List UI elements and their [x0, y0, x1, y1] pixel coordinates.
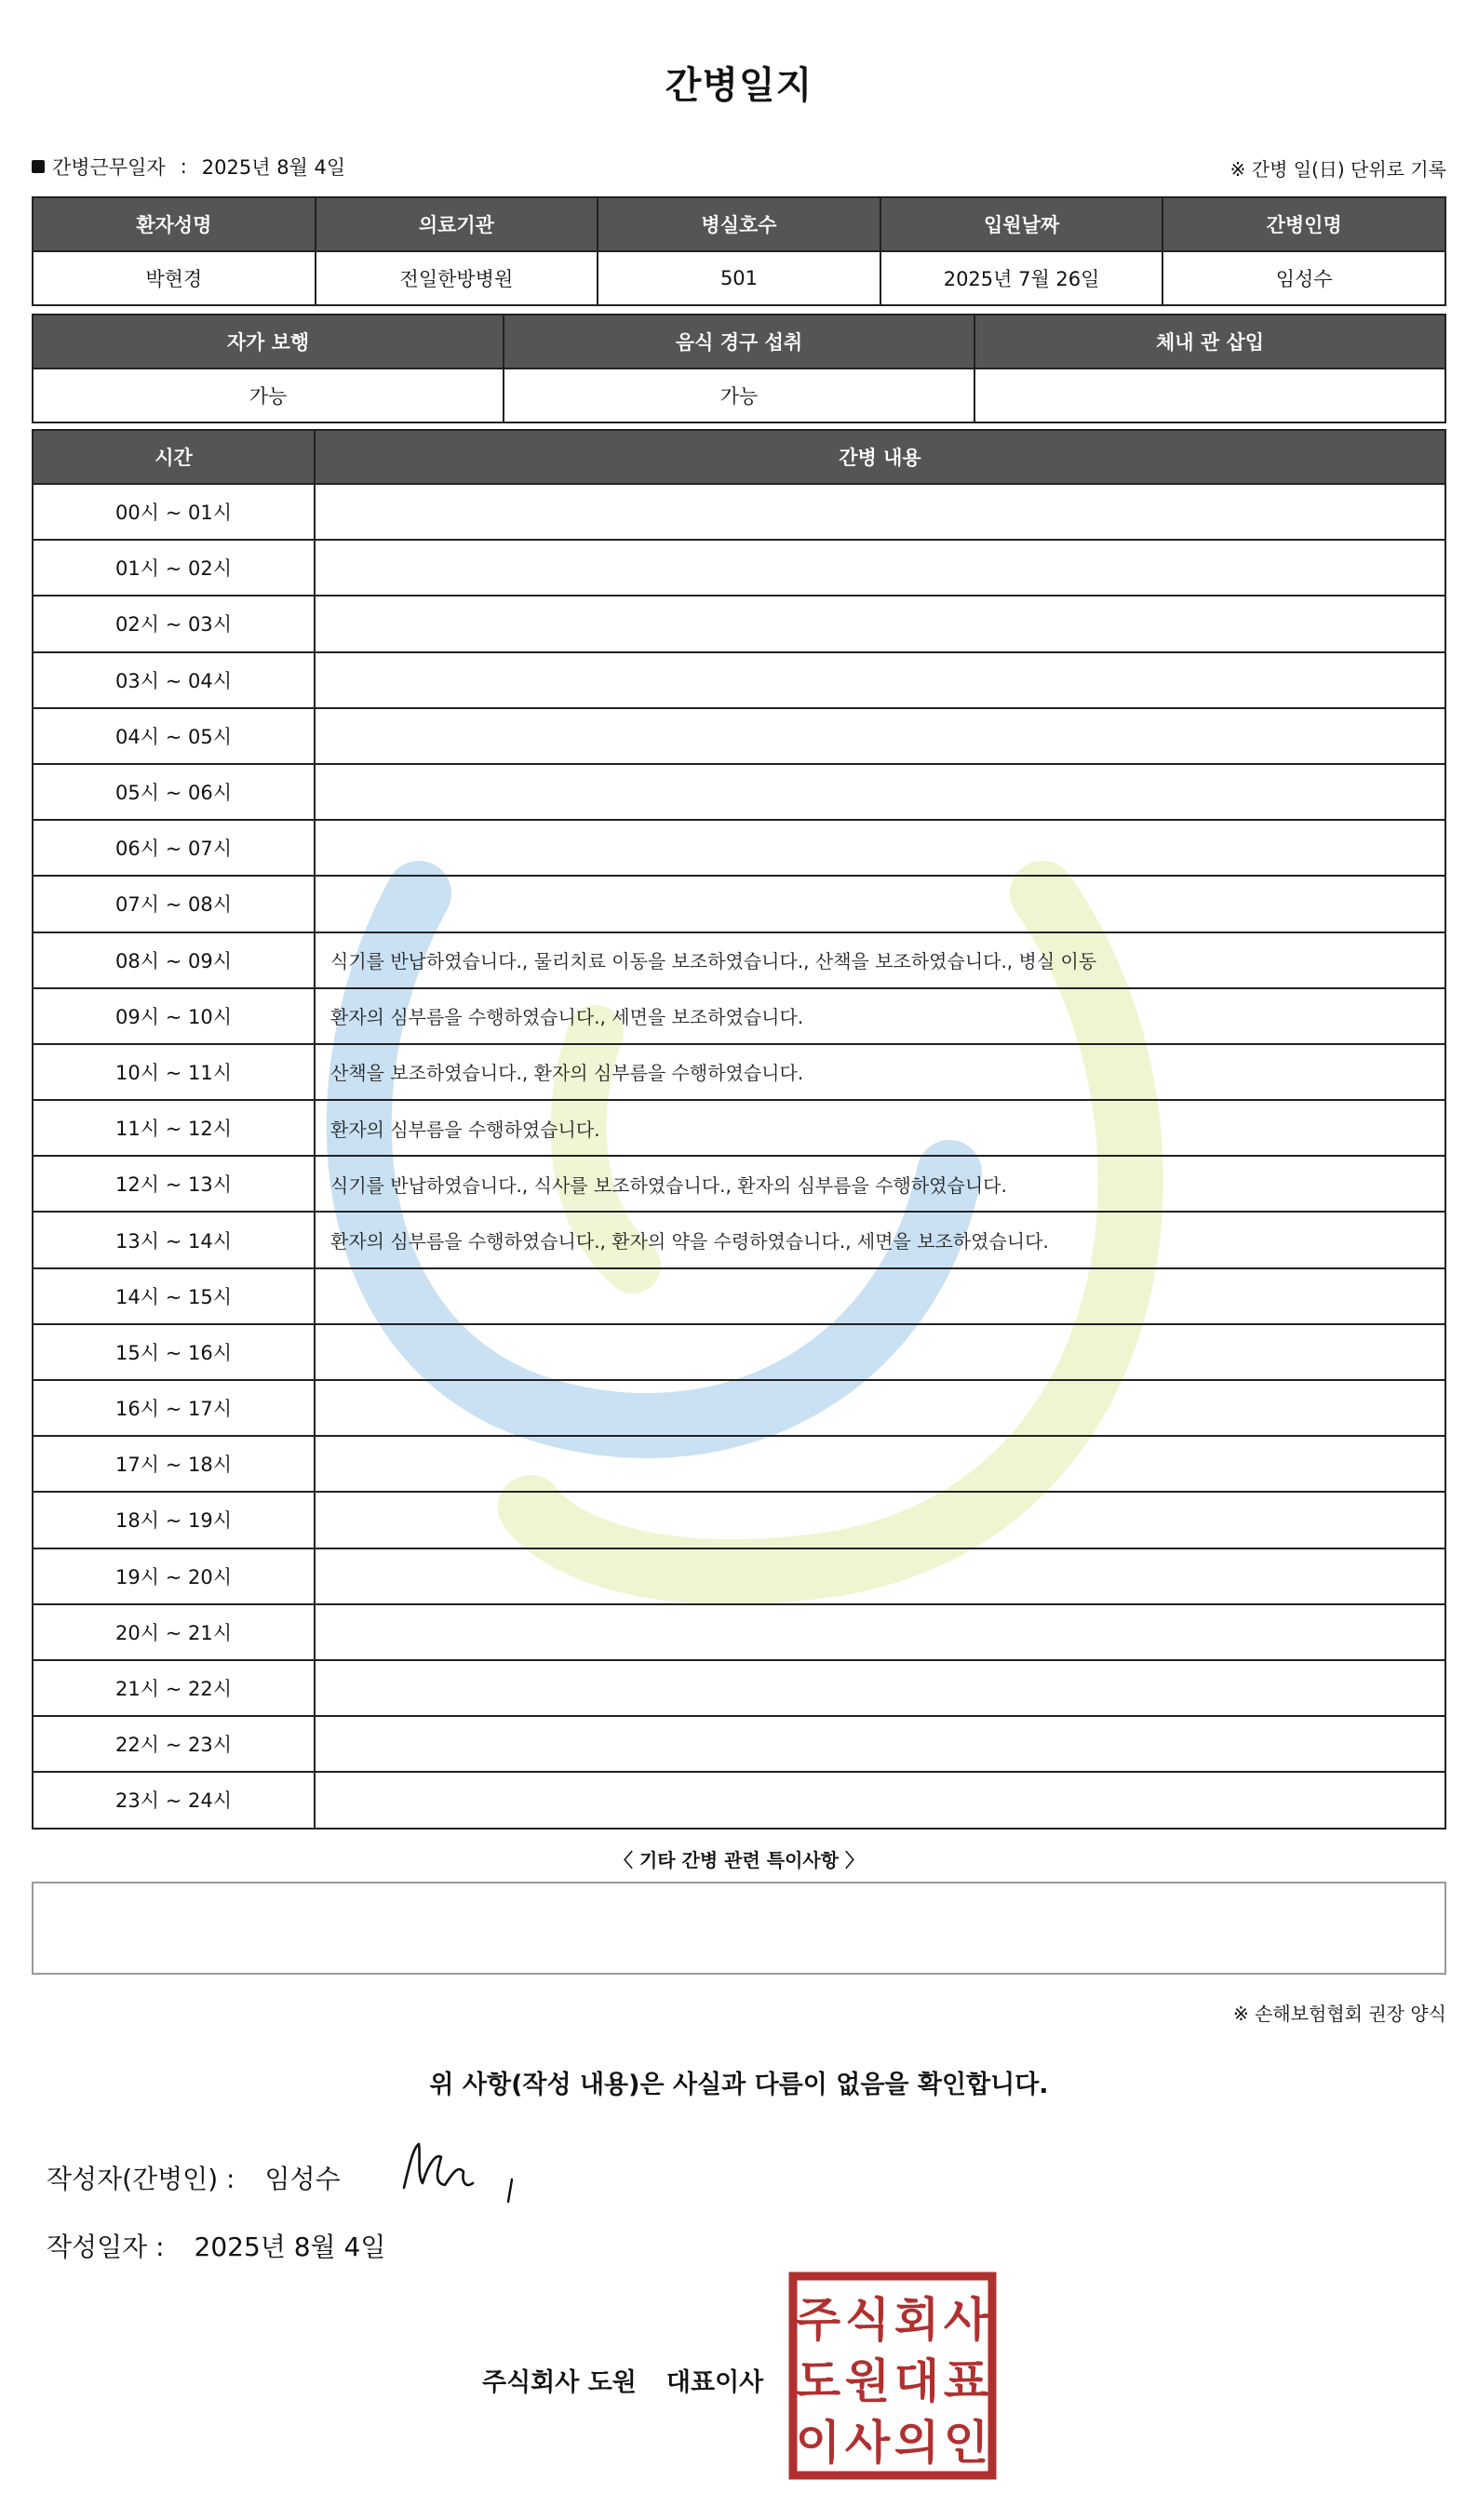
table-row [33, 1212, 1445, 1267]
writer-line [47, 2159, 341, 2196]
caregiver-name: 임성수 [1162, 251, 1445, 305]
seal-character: 원 [844, 2354, 891, 2408]
table-row [33, 1716, 1445, 1772]
seal-character: 표 [943, 2354, 989, 2408]
table-row [33, 876, 1445, 932]
table-row [33, 1380, 1445, 1436]
header-patient-name: 환자성명 [33, 197, 316, 251]
care-content [315, 1492, 1445, 1548]
care-content [315, 1380, 1445, 1436]
write-date-value: 2025년 8월 4일 [194, 2232, 386, 2262]
header-caregiver: 간병인명 [1162, 197, 1445, 251]
table-header-row [33, 430, 1445, 484]
time-slot: 15시 ~ 16시 [33, 1324, 315, 1380]
table-row [33, 1772, 1445, 1828]
write-date-label: 작성일자 : [47, 2232, 165, 2262]
seal-character: 의 [894, 2416, 940, 2470]
seal-character: 도 [795, 2354, 841, 2408]
header-walking: 자가 보행 [33, 315, 504, 369]
header-tube-insertion: 체내 관 삽입 [974, 315, 1445, 369]
seal-character: 이 [795, 2416, 841, 2470]
header-hospital: 의료기관 [316, 197, 598, 251]
table-row [33, 1660, 1445, 1716]
walking-value: 가능 [33, 369, 504, 422]
time-slot: 01시 ~ 02시 [33, 540, 315, 596]
care-content [315, 876, 1445, 932]
table-row [33, 1492, 1445, 1548]
table-row [33, 1324, 1445, 1380]
table-row [33, 1268, 1445, 1324]
care-content: 환자의 심부름을 수행하였습니다. [315, 1100, 1445, 1156]
time-slot: 22시 ~ 23시 [33, 1716, 315, 1772]
care-content [315, 1772, 1445, 1828]
time-slot: 17시 ~ 18시 [33, 1436, 315, 1492]
table-row [33, 932, 1445, 988]
seal-character: 식 [844, 2293, 891, 2347]
table-row [33, 1044, 1445, 1100]
time-slot: 20시 ~ 21시 [33, 1604, 315, 1660]
care-content [315, 708, 1445, 764]
care-content [315, 1604, 1445, 1660]
seal-character: 사 [844, 2416, 891, 2470]
care-content [315, 1268, 1445, 1324]
seal-character: 인 [943, 2416, 989, 2470]
work-date-label: 간병근무일자 [52, 156, 166, 179]
time-slot: 23시 ~ 24시 [33, 1772, 315, 1828]
header-admission-date: 입원날짜 [880, 197, 1163, 251]
seal-character: 주 [795, 2293, 841, 2347]
time-slot: 07시 ~ 08시 [33, 876, 315, 932]
patient-status-table [32, 314, 1446, 423]
seal-character: 사 [943, 2293, 989, 2347]
time-slot: 13시 ~ 14시 [33, 1212, 315, 1267]
table-row [33, 1604, 1445, 1660]
care-content [315, 1324, 1445, 1380]
work-date [32, 153, 345, 181]
time-slot: 18시 ~ 19시 [33, 1492, 315, 1548]
writer-name: 임성수 [264, 2164, 341, 2194]
time-slot: 04시 ~ 05시 [33, 708, 315, 764]
form-source-note: ※ 손해보험협회 권장 양식 [1232, 2003, 1446, 2025]
care-content [315, 484, 1445, 540]
work-date-value: 2025년 8월 4일 [201, 156, 346, 179]
company-seal-stamp [787, 2271, 998, 2481]
table-header-row [33, 197, 1445, 251]
header-time: 시간 [33, 430, 315, 484]
company-name: 주식회사 도원 [482, 2368, 637, 2397]
care-content: 식기를 반납하였습니다., 물리치료 이동을 보조하였습니다., 산책을 보조하였습니다., 병실 이동 [315, 932, 1445, 988]
time-slot: 11시 ~ 12시 [33, 1100, 315, 1156]
care-content: 환자의 심부름을 수행하였습니다., 환자의 약을 수령하였습니다., 세면을 보조하였습니다. [315, 1212, 1445, 1267]
document-title: 간병일지 [665, 64, 813, 107]
table-row [33, 708, 1445, 764]
tube-insertion-value [974, 369, 1445, 422]
care-content [315, 1436, 1445, 1492]
header-care-content: 간병 내용 [315, 430, 1445, 484]
table-row [33, 369, 1445, 422]
admission-date: 2025년 7월 26일 [880, 251, 1163, 305]
write-date-line [47, 2227, 385, 2264]
room-number: 501 [598, 251, 880, 305]
time-slot: 08시 ~ 09시 [33, 932, 315, 988]
ceo-label: 대표이사 [665, 2368, 764, 2397]
table-row [33, 764, 1445, 820]
time-slot: 02시 ~ 03시 [33, 596, 315, 651]
time-slot: 06시 ~ 07시 [33, 820, 315, 876]
care-content: 식기를 반납하였습니다., 식사를 보조하였습니다., 환자의 심부름을 수행하였습니다. [315, 1156, 1445, 1212]
time-slot: 00시 ~ 01시 [33, 484, 315, 540]
care-content [315, 652, 1445, 708]
time-slot: 05시 ~ 06시 [33, 764, 315, 820]
writer-label: 작성자(간병인) : [47, 2164, 235, 2194]
table-row [33, 820, 1445, 876]
table-row [33, 251, 1445, 305]
table-row [33, 1548, 1445, 1604]
work-date-separator: : [180, 155, 187, 178]
care-content: 환자의 심부름을 수행하였습니다., 세면을 보조하였습니다. [315, 988, 1445, 1044]
square-bullet-icon [32, 160, 45, 173]
special-notes-box [32, 1882, 1446, 1975]
care-content [315, 820, 1445, 876]
patient-name: 박현경 [33, 251, 316, 305]
hospital-name: 전일한방병원 [316, 251, 598, 305]
care-content [315, 764, 1445, 820]
table-row [33, 596, 1445, 651]
time-slot: 21시 ~ 22시 [33, 1660, 315, 1716]
time-slot: 12시 ~ 13시 [33, 1156, 315, 1212]
handwritten-signature [396, 2137, 536, 2211]
table-header-row [33, 315, 1445, 369]
patient-info-table [32, 196, 1446, 306]
header-room: 병실호수 [598, 197, 880, 251]
table-row [33, 1156, 1445, 1212]
seal-character: 대 [894, 2354, 940, 2408]
time-slot: 10시 ~ 11시 [33, 1044, 315, 1100]
table-row [33, 1436, 1445, 1492]
care-content [315, 1716, 1445, 1772]
time-slot: 16시 ~ 17시 [33, 1380, 315, 1436]
table-row [33, 540, 1445, 596]
header-oral-intake: 음식 경구 섭취 [504, 315, 974, 369]
care-content [315, 596, 1445, 651]
seal-character: 회 [894, 2293, 940, 2347]
oral-intake-value: 가능 [504, 369, 974, 422]
hourly-care-log-table [32, 429, 1446, 1830]
special-notes-title: 〈 기타 간병 관련 특이사항 〉 [613, 1849, 864, 1871]
time-slot: 19시 ~ 20시 [33, 1548, 315, 1604]
company-line [482, 2362, 763, 2398]
unit-note: ※ 간병 일(日) 단위로 기록 [1229, 158, 1446, 181]
care-content [315, 1660, 1445, 1716]
care-content: 산책을 보조하였습니다., 환자의 심부름을 수행하였습니다. [315, 1044, 1445, 1100]
log-body [33, 484, 1445, 1829]
confirmation-statement: 위 사항(작성 내용)은 사실과 다름이 없음을 확인합니다. [429, 2071, 1049, 2099]
time-slot: 09시 ~ 10시 [33, 988, 315, 1044]
table-row [33, 484, 1445, 540]
time-slot: 14시 ~ 15시 [33, 1268, 315, 1324]
care-content [315, 1548, 1445, 1604]
care-content [315, 540, 1445, 596]
table-row [33, 988, 1445, 1044]
time-slot: 03시 ~ 04시 [33, 652, 315, 708]
table-row [33, 652, 1445, 708]
table-row [33, 1100, 1445, 1156]
